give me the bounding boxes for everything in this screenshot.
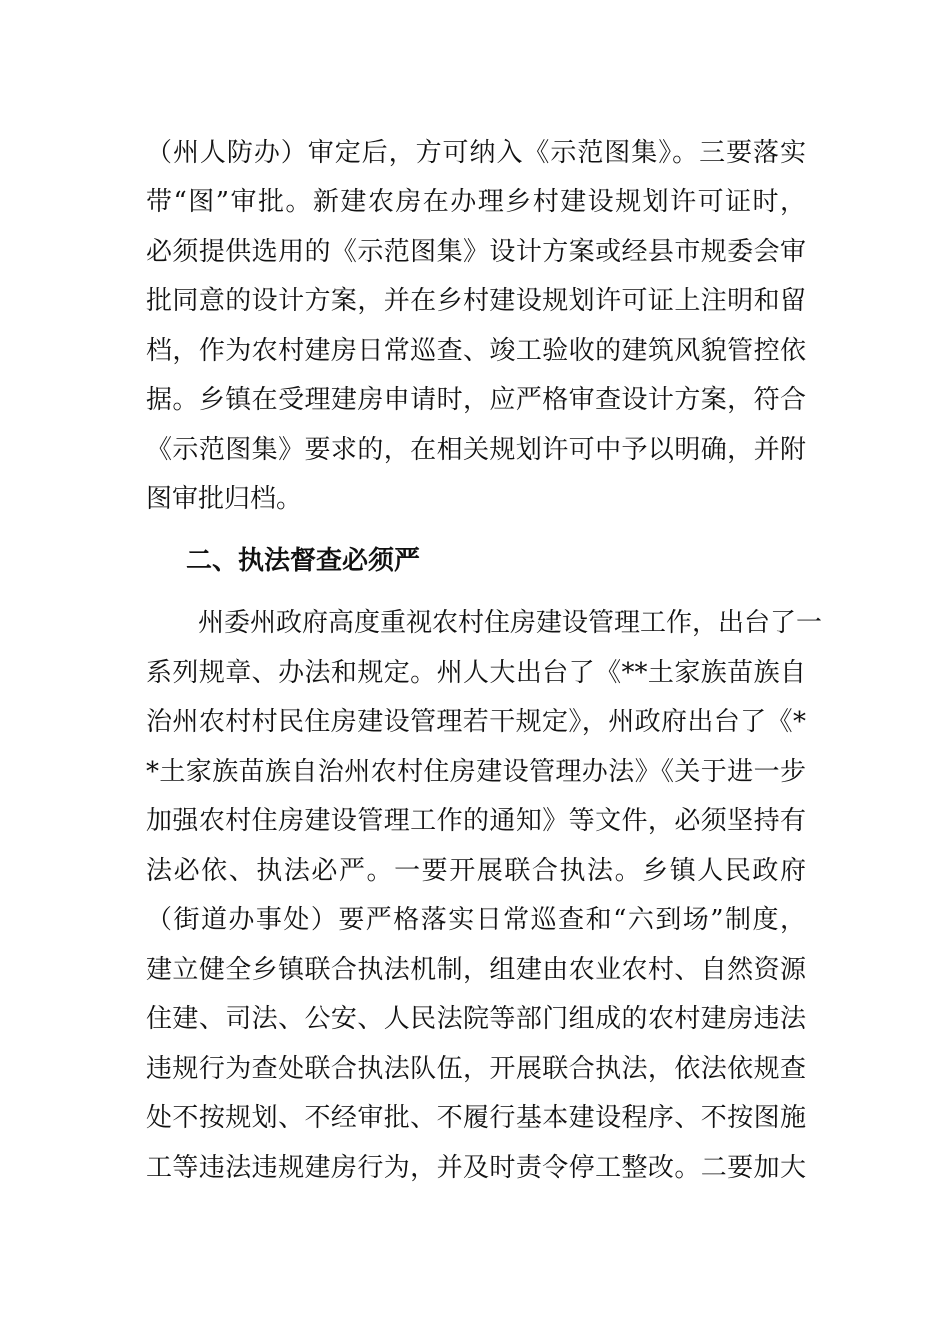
- paragraph-line: 《示范图集》要求的，在相关规划许可中予以明确，并附: [146, 435, 806, 465]
- paragraph-line: 档，作为农村建房日常巡查、竣工验收的建筑风貌管控依: [146, 336, 806, 366]
- section-heading: 二、执法督查必须严: [186, 546, 421, 576]
- paragraph-line: 法必依、执法必严。一要开展联合执法。乡镇人民政府: [146, 856, 806, 886]
- paragraph-line: 住建、司法、公安、人民法院等部门组成的农村建房违法: [146, 1004, 806, 1034]
- paragraph-line: 批同意的设计方案，并在乡村建设规划许可证上注明和留: [146, 286, 806, 316]
- paragraph-line: 图审批归档。: [146, 484, 303, 514]
- paragraph-line: 治州农村村民住房建设管理若干规定》，州政府出台了《*: [146, 707, 806, 737]
- paragraph-line: 违规行为查处联合执法队伍，开展联合执法，依法依规查: [146, 1054, 806, 1084]
- paragraph-line: 加强农村住房建设管理工作的通知》等文件，必须坚持有: [146, 806, 806, 836]
- paragraph-line: 必须提供选用的《示范图集》设计方案或经县市规委会审: [146, 237, 806, 267]
- paragraph-line: 系列规章、办法和规定。州人大出台了《**土家族苗族自: [146, 658, 806, 688]
- paragraph-line: *土家族苗族自治州农村住房建设管理办法》《关于进一步: [146, 757, 806, 787]
- paragraph-line: 处不按规划、不经审批、不履行基本建设程序、不按图施: [146, 1103, 806, 1133]
- paragraph-line: （州人防办）审定后，方可纳入《示范图集》。三要落实: [146, 138, 806, 168]
- paragraph-line: 州委州政府高度重视农村住房建设管理工作，出台了一: [198, 608, 823, 638]
- paragraph-line: 据。乡镇在受理建房申请时，应严格审查设计方案，符合: [146, 385, 806, 415]
- paragraph-line: 建立健全乡镇联合执法机制，组建由农业农村、自然资源: [146, 955, 806, 985]
- paragraph-line: 带“图”审批。新建农房在办理乡村建设规划许可证时，: [146, 187, 806, 217]
- paragraph-line: （街道办事处）要严格落实日常巡查和“六到场”制度，: [146, 905, 806, 935]
- paragraph-line: 工等违法违规建房行为，并及时责令停工整改。二要加大: [146, 1153, 806, 1183]
